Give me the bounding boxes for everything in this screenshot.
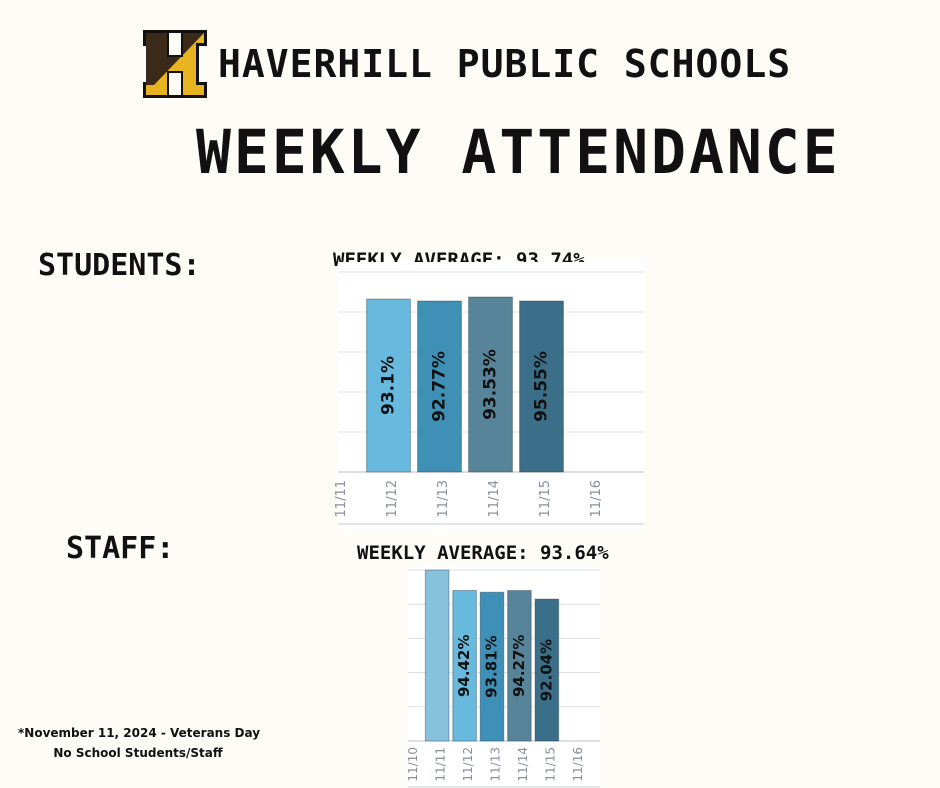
tick-label-11-15: 11/15 (538, 480, 553, 518)
data-label-11-12: 94.42% (455, 634, 474, 698)
tick-label-11-16: 11/16 (589, 480, 604, 518)
tick-label-11-12: 11/12 (461, 747, 476, 782)
footnote (18, 723, 261, 763)
data-label-11-14: 93.53% (480, 349, 501, 420)
logo-gap-top-inner (169, 33, 181, 55)
tick-label-11-11: 11/11 (433, 747, 448, 782)
footnote-line-2: No School Students/Staff (53, 746, 223, 760)
data-label-11-14: 94.27% (509, 634, 528, 698)
tick-label-11-13: 11/13 (436, 480, 451, 518)
tick-label-11-14: 11/14 (515, 747, 530, 782)
tick-label-11-13: 11/13 (488, 747, 503, 782)
tick-label-11-16: 11/16 (570, 747, 585, 782)
staff-attendance-chart (408, 566, 600, 788)
students-attendance-chart (334, 262, 644, 530)
school-name: HAVERHILL PUBLIC SCHOOLS (218, 42, 792, 86)
bar-11-11 (425, 570, 449, 741)
data-label-11-13: 92.77% (429, 351, 450, 422)
tick-label-11-11: 11/11 (334, 480, 349, 518)
footnote-line-1: *November 11, 2024 - Veterans Day (18, 726, 261, 740)
data-label-11-13: 93.81% (482, 635, 501, 698)
students-weekly-average: WEEKLY AVERAGE: 93.74% (333, 249, 585, 271)
data-label-11-15: 92.04% (537, 638, 556, 702)
tick-label-11-10: 11/10 (406, 747, 421, 782)
staff-label: STAFF: (66, 531, 175, 566)
data-label-11-15: 95.55% (531, 351, 552, 422)
tick-label-11-15: 11/15 (543, 747, 558, 782)
logo-gap-bottom-inner (169, 73, 181, 95)
tick-label-11-14: 11/14 (487, 480, 502, 518)
page-title: WEEKLY ATTENDANCE (196, 116, 841, 188)
data-label-11-12: 93.1% (378, 356, 399, 415)
staff-weekly-average: WEEKLY AVERAGE: 93.64% (357, 542, 609, 564)
h-letter-logo-icon (143, 30, 207, 98)
students-label: STUDENTS: (38, 248, 201, 283)
tick-label-11-12: 11/12 (385, 480, 400, 518)
